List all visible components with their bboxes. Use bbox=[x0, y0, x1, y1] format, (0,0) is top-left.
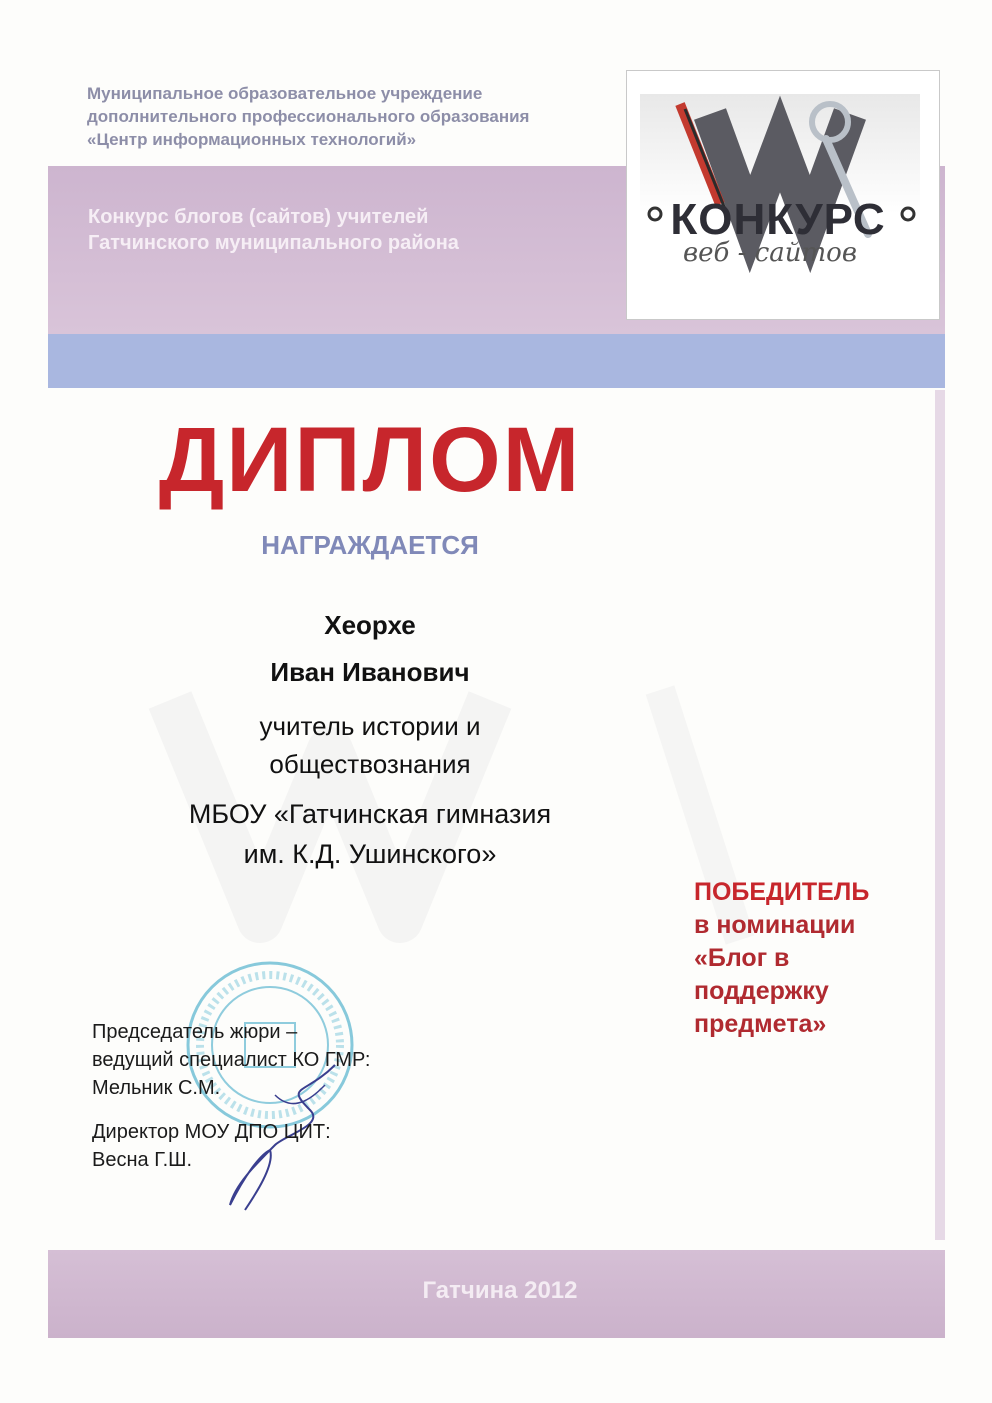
org-line-2: дополнительного профессионального образования bbox=[87, 107, 530, 126]
director-name: Весна Г.Ш. bbox=[92, 1149, 193, 1171]
diploma-title: ДИПЛОМ bbox=[158, 409, 582, 511]
chair-line-2: ведущий специалист КО ГМР: bbox=[92, 1049, 371, 1071]
director-line-1: Директор МОУ ДПО ЦИТ: bbox=[92, 1121, 331, 1143]
winner-line-1: ПОБЕДИТЕЛЬ bbox=[694, 878, 870, 906]
winner-line-2: в номинации bbox=[694, 911, 856, 939]
recipient-surname: Хеорхе bbox=[324, 610, 416, 640]
footer-city-year: Гатчина 2012 bbox=[422, 1277, 578, 1304]
winner-line-4: поддержку bbox=[694, 977, 829, 1005]
contest-line-1: Конкурс блогов (сайтов) учителей bbox=[88, 206, 429, 228]
signatures-block bbox=[92, 1018, 492, 1174]
header-band-blue bbox=[48, 334, 945, 388]
winner-nomination bbox=[694, 876, 934, 1041]
logo-title: КОНКУРС bbox=[670, 195, 886, 244]
organization-name bbox=[87, 82, 627, 151]
chair-line-1: Председатель жюри – bbox=[92, 1021, 298, 1043]
position-line-1: учитель истории и bbox=[259, 711, 481, 741]
winner-line-3: «Блог в bbox=[694, 944, 790, 972]
recipient-position bbox=[120, 707, 620, 783]
recipient-school bbox=[120, 794, 620, 874]
chair-name: Мельник С.М. bbox=[92, 1077, 221, 1099]
org-line-1: Муниципальное образовательное учреждение bbox=[87, 84, 483, 103]
school-line-1: МБОУ «Гатчинская гимназия bbox=[188, 799, 552, 829]
contest-title bbox=[88, 204, 608, 256]
winner-line-5: предмета» bbox=[694, 1010, 827, 1038]
awarded-label: НАГРАЖДАЕТСЯ bbox=[261, 530, 479, 560]
position-line-2: обществознания bbox=[269, 749, 471, 779]
recipient-name: Иван Иванович bbox=[270, 657, 470, 687]
school-line-2: им. К.Д. Ушинского» bbox=[243, 839, 497, 869]
contest-line-2: Гатчинского муниципального района bbox=[88, 232, 459, 254]
org-line-3: «Центр информационных технологий» bbox=[87, 130, 417, 149]
logo-subtitle: веб - сайтов bbox=[683, 238, 857, 268]
